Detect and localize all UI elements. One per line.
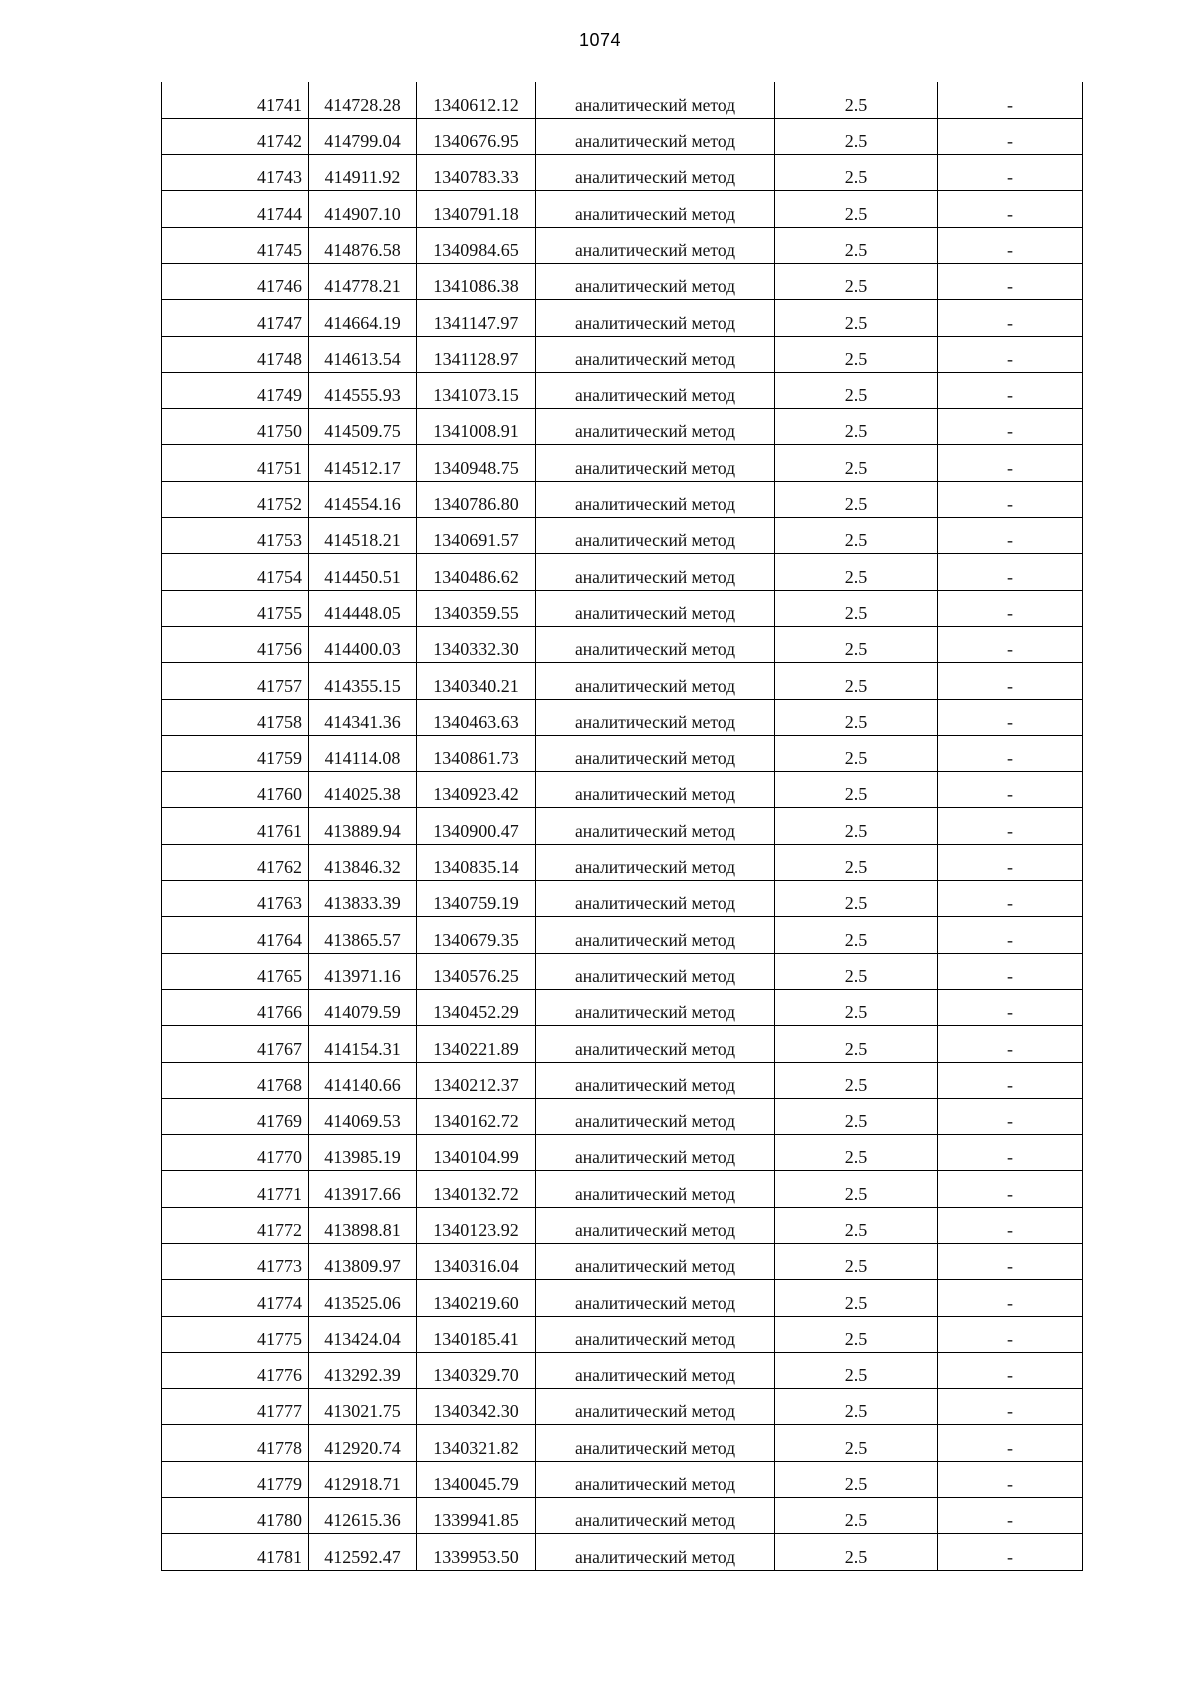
precision-cell: 2.5: [775, 336, 938, 372]
method-cell: аналитический метод: [536, 118, 775, 154]
x-coordinate-cell: 414025.38: [309, 772, 417, 808]
point-number-cell: 41752: [162, 481, 309, 517]
method-cell: аналитический метод: [536, 1534, 775, 1570]
x-coordinate-cell: 414154.31: [309, 1026, 417, 1062]
table-row: [162, 1026, 1083, 1062]
x-coordinate-cell: 413985.19: [309, 1135, 417, 1171]
table-row: [162, 155, 1083, 191]
table-row: [162, 989, 1083, 1025]
method-cell: аналитический метод: [536, 409, 775, 445]
y-coordinate-cell: 1340329.70: [417, 1352, 536, 1388]
method-cell: аналитический метод: [536, 372, 775, 408]
y-coordinate-cell: 1340219.60: [417, 1280, 536, 1316]
table-row: [162, 1280, 1083, 1316]
note-cell: -: [938, 1135, 1083, 1171]
table-row: [162, 336, 1083, 372]
y-coordinate-cell: 1340162.72: [417, 1098, 536, 1134]
method-cell: аналитический метод: [536, 772, 775, 808]
note-cell: -: [938, 481, 1083, 517]
y-coordinate-cell: 1340612.12: [417, 82, 536, 118]
point-number-cell: 41746: [162, 263, 309, 299]
method-cell: аналитический метод: [536, 1062, 775, 1098]
table-row: [162, 663, 1083, 699]
y-coordinate-cell: 1340221.89: [417, 1026, 536, 1062]
point-number-cell: 41742: [162, 118, 309, 154]
precision-cell: 2.5: [775, 1244, 938, 1280]
point-number-cell: 41765: [162, 953, 309, 989]
table-row: [162, 1498, 1083, 1534]
point-number-cell: 41757: [162, 663, 309, 699]
x-coordinate-cell: 414400.03: [309, 626, 417, 662]
y-coordinate-cell: 1340900.47: [417, 808, 536, 844]
x-coordinate-cell: 414079.59: [309, 989, 417, 1025]
table-row: [162, 1352, 1083, 1388]
x-coordinate-cell: 414140.66: [309, 1062, 417, 1098]
method-cell: аналитический метод: [536, 1207, 775, 1243]
point-number-cell: 41763: [162, 881, 309, 917]
precision-cell: 2.5: [775, 1026, 938, 1062]
point-number-cell: 41743: [162, 155, 309, 191]
method-cell: аналитический метод: [536, 808, 775, 844]
y-coordinate-cell: 1340340.21: [417, 663, 536, 699]
table-row: [162, 445, 1083, 481]
table-row: [162, 518, 1083, 554]
precision-cell: 2.5: [775, 155, 938, 191]
x-coordinate-cell: 414778.21: [309, 263, 417, 299]
x-coordinate-cell: 413292.39: [309, 1352, 417, 1388]
y-coordinate-cell: 1340759.19: [417, 881, 536, 917]
x-coordinate-cell: 414450.51: [309, 554, 417, 590]
note-cell: -: [938, 844, 1083, 880]
precision-cell: 2.5: [775, 881, 938, 917]
table-row: [162, 300, 1083, 336]
table-row: [162, 1244, 1083, 1280]
precision-cell: 2.5: [775, 82, 938, 118]
table-row: [162, 409, 1083, 445]
precision-cell: 2.5: [775, 1534, 938, 1570]
x-coordinate-cell: 412918.71: [309, 1461, 417, 1497]
y-coordinate-cell: 1340359.55: [417, 590, 536, 626]
note-cell: -: [938, 663, 1083, 699]
point-number-cell: 41755: [162, 590, 309, 626]
method-cell: аналитический метод: [536, 953, 775, 989]
point-number-cell: 41771: [162, 1171, 309, 1207]
point-number-cell: 41768: [162, 1062, 309, 1098]
note-cell: -: [938, 772, 1083, 808]
y-coordinate-cell: 1340786.80: [417, 481, 536, 517]
precision-cell: 2.5: [775, 699, 938, 735]
point-number-cell: 41761: [162, 808, 309, 844]
x-coordinate-cell: 414355.15: [309, 663, 417, 699]
y-coordinate-cell: 1340342.30: [417, 1389, 536, 1425]
precision-cell: 2.5: [775, 191, 938, 227]
note-cell: -: [938, 82, 1083, 118]
y-coordinate-cell: 1340676.95: [417, 118, 536, 154]
table-row: [162, 917, 1083, 953]
y-coordinate-cell: 1340132.72: [417, 1171, 536, 1207]
precision-cell: 2.5: [775, 118, 938, 154]
point-number-cell: 41772: [162, 1207, 309, 1243]
coordinates-table: [161, 82, 1083, 1571]
x-coordinate-cell: 413021.75: [309, 1389, 417, 1425]
note-cell: -: [938, 1280, 1083, 1316]
method-cell: аналитический метод: [536, 1098, 775, 1134]
point-number-cell: 41764: [162, 917, 309, 953]
point-number-cell: 41776: [162, 1352, 309, 1388]
precision-cell: 2.5: [775, 1461, 938, 1497]
note-cell: -: [938, 1244, 1083, 1280]
note-cell: -: [938, 590, 1083, 626]
note-cell: -: [938, 263, 1083, 299]
point-number-cell: 41756: [162, 626, 309, 662]
method-cell: аналитический метод: [536, 336, 775, 372]
note-cell: -: [938, 155, 1083, 191]
x-coordinate-cell: 413889.94: [309, 808, 417, 844]
page-number: 1074: [578, 30, 622, 50]
precision-cell: 2.5: [775, 518, 938, 554]
point-number-cell: 41753: [162, 518, 309, 554]
precision-cell: 2.5: [775, 735, 938, 771]
table-row: [162, 1098, 1083, 1134]
table-row: [162, 626, 1083, 662]
point-number-cell: 41779: [162, 1461, 309, 1497]
x-coordinate-cell: 414069.53: [309, 1098, 417, 1134]
note-cell: -: [938, 1534, 1083, 1570]
y-coordinate-cell: 1341086.38: [417, 263, 536, 299]
note-cell: -: [938, 1207, 1083, 1243]
method-cell: аналитический метод: [536, 82, 775, 118]
precision-cell: 2.5: [775, 409, 938, 445]
method-cell: аналитический метод: [536, 1352, 775, 1388]
note-cell: -: [938, 554, 1083, 590]
x-coordinate-cell: 414728.28: [309, 82, 417, 118]
y-coordinate-cell: 1339953.50: [417, 1534, 536, 1570]
x-coordinate-cell: 412615.36: [309, 1498, 417, 1534]
precision-cell: 2.5: [775, 554, 938, 590]
point-number-cell: 41770: [162, 1135, 309, 1171]
method-cell: аналитический метод: [536, 155, 775, 191]
note-cell: -: [938, 118, 1083, 154]
table-row: [162, 953, 1083, 989]
method-cell: аналитический метод: [536, 1316, 775, 1352]
table-row: [162, 772, 1083, 808]
note-cell: -: [938, 1425, 1083, 1461]
method-cell: аналитический метод: [536, 590, 775, 626]
y-coordinate-cell: 1340463.63: [417, 699, 536, 735]
precision-cell: 2.5: [775, 372, 938, 408]
point-number-cell: 41780: [162, 1498, 309, 1534]
method-cell: аналитический метод: [536, 1171, 775, 1207]
note-cell: -: [938, 953, 1083, 989]
point-number-cell: 41762: [162, 844, 309, 880]
note-cell: -: [938, 1352, 1083, 1388]
y-coordinate-cell: 1340185.41: [417, 1316, 536, 1352]
method-cell: аналитический метод: [536, 844, 775, 880]
x-coordinate-cell: 413424.04: [309, 1316, 417, 1352]
method-cell: аналитический метод: [536, 1498, 775, 1534]
table-row: [162, 263, 1083, 299]
table-row: [162, 1389, 1083, 1425]
point-number-cell: 41767: [162, 1026, 309, 1062]
method-cell: аналитический метод: [536, 663, 775, 699]
table-row: [162, 1207, 1083, 1243]
x-coordinate-cell: 414799.04: [309, 118, 417, 154]
table-row: [162, 372, 1083, 408]
precision-cell: 2.5: [775, 953, 938, 989]
y-coordinate-cell: 1340783.33: [417, 155, 536, 191]
method-cell: аналитический метод: [536, 481, 775, 517]
precision-cell: 2.5: [775, 1171, 938, 1207]
note-cell: -: [938, 626, 1083, 662]
x-coordinate-cell: 414509.75: [309, 409, 417, 445]
y-coordinate-cell: 1341128.97: [417, 336, 536, 372]
note-cell: -: [938, 989, 1083, 1025]
point-number-cell: 41745: [162, 227, 309, 263]
note-cell: -: [938, 1498, 1083, 1534]
y-coordinate-cell: 1340452.29: [417, 989, 536, 1025]
method-cell: аналитический метод: [536, 1425, 775, 1461]
precision-cell: 2.5: [775, 808, 938, 844]
precision-cell: 2.5: [775, 1207, 938, 1243]
point-number-cell: 41758: [162, 699, 309, 735]
note-cell: -: [938, 1098, 1083, 1134]
table-row: [162, 590, 1083, 626]
note-cell: -: [938, 300, 1083, 336]
precision-cell: 2.5: [775, 772, 938, 808]
note-cell: -: [938, 518, 1083, 554]
method-cell: аналитический метод: [536, 554, 775, 590]
x-coordinate-cell: 413898.81: [309, 1207, 417, 1243]
note-cell: -: [938, 1461, 1083, 1497]
note-cell: -: [938, 372, 1083, 408]
y-coordinate-cell: 1340332.30: [417, 626, 536, 662]
table-row: [162, 808, 1083, 844]
precision-cell: 2.5: [775, 445, 938, 481]
method-cell: аналитический метод: [536, 1389, 775, 1425]
x-coordinate-cell: 414341.36: [309, 699, 417, 735]
x-coordinate-cell: 414554.16: [309, 481, 417, 517]
note-cell: -: [938, 336, 1083, 372]
method-cell: аналитический метод: [536, 989, 775, 1025]
precision-cell: 2.5: [775, 1389, 938, 1425]
table-row: [162, 1534, 1083, 1570]
precision-cell: 2.5: [775, 1425, 938, 1461]
precision-cell: 2.5: [775, 1062, 938, 1098]
point-number-cell: 41769: [162, 1098, 309, 1134]
method-cell: аналитический метод: [536, 1026, 775, 1062]
table-row: [162, 735, 1083, 771]
point-number-cell: 41773: [162, 1244, 309, 1280]
method-cell: аналитический метод: [536, 735, 775, 771]
precision-cell: 2.5: [775, 1316, 938, 1352]
point-number-cell: 41759: [162, 735, 309, 771]
note-cell: -: [938, 917, 1083, 953]
note-cell: -: [938, 1316, 1083, 1352]
note-cell: -: [938, 808, 1083, 844]
y-coordinate-cell: 1340123.92: [417, 1207, 536, 1243]
x-coordinate-cell: 413809.97: [309, 1244, 417, 1280]
x-coordinate-cell: 414664.19: [309, 300, 417, 336]
table-row: [162, 699, 1083, 735]
point-number-cell: 41775: [162, 1316, 309, 1352]
precision-cell: 2.5: [775, 590, 938, 626]
y-coordinate-cell: 1340835.14: [417, 844, 536, 880]
note-cell: -: [938, 1062, 1083, 1098]
precision-cell: 2.5: [775, 1135, 938, 1171]
table-row: [162, 191, 1083, 227]
note-cell: -: [938, 409, 1083, 445]
y-coordinate-cell: 1340316.04: [417, 1244, 536, 1280]
method-cell: аналитический метод: [536, 1135, 775, 1171]
precision-cell: 2.5: [775, 300, 938, 336]
table-row: [162, 1461, 1083, 1497]
y-coordinate-cell: 1340486.62: [417, 554, 536, 590]
point-number-cell: 41748: [162, 336, 309, 372]
table-row: [162, 227, 1083, 263]
x-coordinate-cell: 413833.39: [309, 881, 417, 917]
method-cell: аналитический метод: [536, 445, 775, 481]
y-coordinate-cell: 1340321.82: [417, 1425, 536, 1461]
precision-cell: 2.5: [775, 917, 938, 953]
y-coordinate-cell: 1339941.85: [417, 1498, 536, 1534]
precision-cell: 2.5: [775, 989, 938, 1025]
precision-cell: 2.5: [775, 1352, 938, 1388]
x-coordinate-cell: 413525.06: [309, 1280, 417, 1316]
note-cell: -: [938, 227, 1083, 263]
method-cell: аналитический метод: [536, 1461, 775, 1497]
x-coordinate-cell: 413865.57: [309, 917, 417, 953]
point-number-cell: 41751: [162, 445, 309, 481]
point-number-cell: 41760: [162, 772, 309, 808]
precision-cell: 2.5: [775, 663, 938, 699]
y-coordinate-cell: 1340691.57: [417, 518, 536, 554]
method-cell: аналитический метод: [536, 626, 775, 662]
x-coordinate-cell: 413971.16: [309, 953, 417, 989]
x-coordinate-cell: 414613.54: [309, 336, 417, 372]
method-cell: аналитический метод: [536, 699, 775, 735]
y-coordinate-cell: 1340861.73: [417, 735, 536, 771]
method-cell: аналитический метод: [536, 1280, 775, 1316]
method-cell: аналитический метод: [536, 227, 775, 263]
y-coordinate-cell: 1340576.25: [417, 953, 536, 989]
table-row: [162, 481, 1083, 517]
table-row: [162, 881, 1083, 917]
y-coordinate-cell: 1340984.65: [417, 227, 536, 263]
note-cell: -: [938, 191, 1083, 227]
x-coordinate-cell: 414555.93: [309, 372, 417, 408]
y-coordinate-cell: 1340948.75: [417, 445, 536, 481]
x-coordinate-cell: 413846.32: [309, 844, 417, 880]
x-coordinate-cell: 414907.10: [309, 191, 417, 227]
precision-cell: 2.5: [775, 263, 938, 299]
table-body: [162, 82, 1083, 1570]
table-row: [162, 844, 1083, 880]
y-coordinate-cell: 1341147.97: [417, 300, 536, 336]
x-coordinate-cell: 414448.05: [309, 590, 417, 626]
method-cell: аналитический метод: [536, 263, 775, 299]
y-coordinate-cell: 1340791.18: [417, 191, 536, 227]
method-cell: аналитический метод: [536, 917, 775, 953]
point-number-cell: 41781: [162, 1534, 309, 1570]
y-coordinate-cell: 1340923.42: [417, 772, 536, 808]
point-number-cell: 41774: [162, 1280, 309, 1316]
precision-cell: 2.5: [775, 481, 938, 517]
table-row: [162, 1171, 1083, 1207]
x-coordinate-cell: 413917.66: [309, 1171, 417, 1207]
point-number-cell: 41778: [162, 1425, 309, 1461]
x-coordinate-cell: 412592.47: [309, 1534, 417, 1570]
x-coordinate-cell: 414512.17: [309, 445, 417, 481]
table-row: [162, 1316, 1083, 1352]
table-row: [162, 1135, 1083, 1171]
note-cell: -: [938, 881, 1083, 917]
y-coordinate-cell: 1340679.35: [417, 917, 536, 953]
y-coordinate-cell: 1340104.99: [417, 1135, 536, 1171]
y-coordinate-cell: 1340212.37: [417, 1062, 536, 1098]
method-cell: аналитический метод: [536, 300, 775, 336]
point-number-cell: 41749: [162, 372, 309, 408]
x-coordinate-cell: 414518.21: [309, 518, 417, 554]
precision-cell: 2.5: [775, 626, 938, 662]
note-cell: -: [938, 1389, 1083, 1425]
point-number-cell: 41747: [162, 300, 309, 336]
method-cell: аналитический метод: [536, 881, 775, 917]
note-cell: -: [938, 1026, 1083, 1062]
precision-cell: 2.5: [775, 1498, 938, 1534]
x-coordinate-cell: 412920.74: [309, 1425, 417, 1461]
note-cell: -: [938, 445, 1083, 481]
precision-cell: 2.5: [775, 227, 938, 263]
table-row: [162, 1062, 1083, 1098]
table-row: [162, 1425, 1083, 1461]
table-row: [162, 118, 1083, 154]
y-coordinate-cell: 1341008.91: [417, 409, 536, 445]
x-coordinate-cell: 414911.92: [309, 155, 417, 191]
y-coordinate-cell: 1341073.15: [417, 372, 536, 408]
point-number-cell: 41750: [162, 409, 309, 445]
note-cell: -: [938, 1171, 1083, 1207]
note-cell: -: [938, 735, 1083, 771]
point-number-cell: 41766: [162, 989, 309, 1025]
x-coordinate-cell: 414114.08: [309, 735, 417, 771]
precision-cell: 2.5: [775, 1280, 938, 1316]
coordinates-table-container: [161, 82, 1083, 1571]
table-row: [162, 554, 1083, 590]
point-number-cell: 41744: [162, 191, 309, 227]
point-number-cell: 41777: [162, 1389, 309, 1425]
method-cell: аналитический метод: [536, 1244, 775, 1280]
precision-cell: 2.5: [775, 844, 938, 880]
point-number-cell: 41741: [162, 82, 309, 118]
x-coordinate-cell: 414876.58: [309, 227, 417, 263]
method-cell: аналитический метод: [536, 518, 775, 554]
precision-cell: 2.5: [775, 1098, 938, 1134]
y-coordinate-cell: 1340045.79: [417, 1461, 536, 1497]
note-cell: -: [938, 699, 1083, 735]
table-row: [162, 82, 1083, 118]
point-number-cell: 41754: [162, 554, 309, 590]
method-cell: аналитический метод: [536, 191, 775, 227]
